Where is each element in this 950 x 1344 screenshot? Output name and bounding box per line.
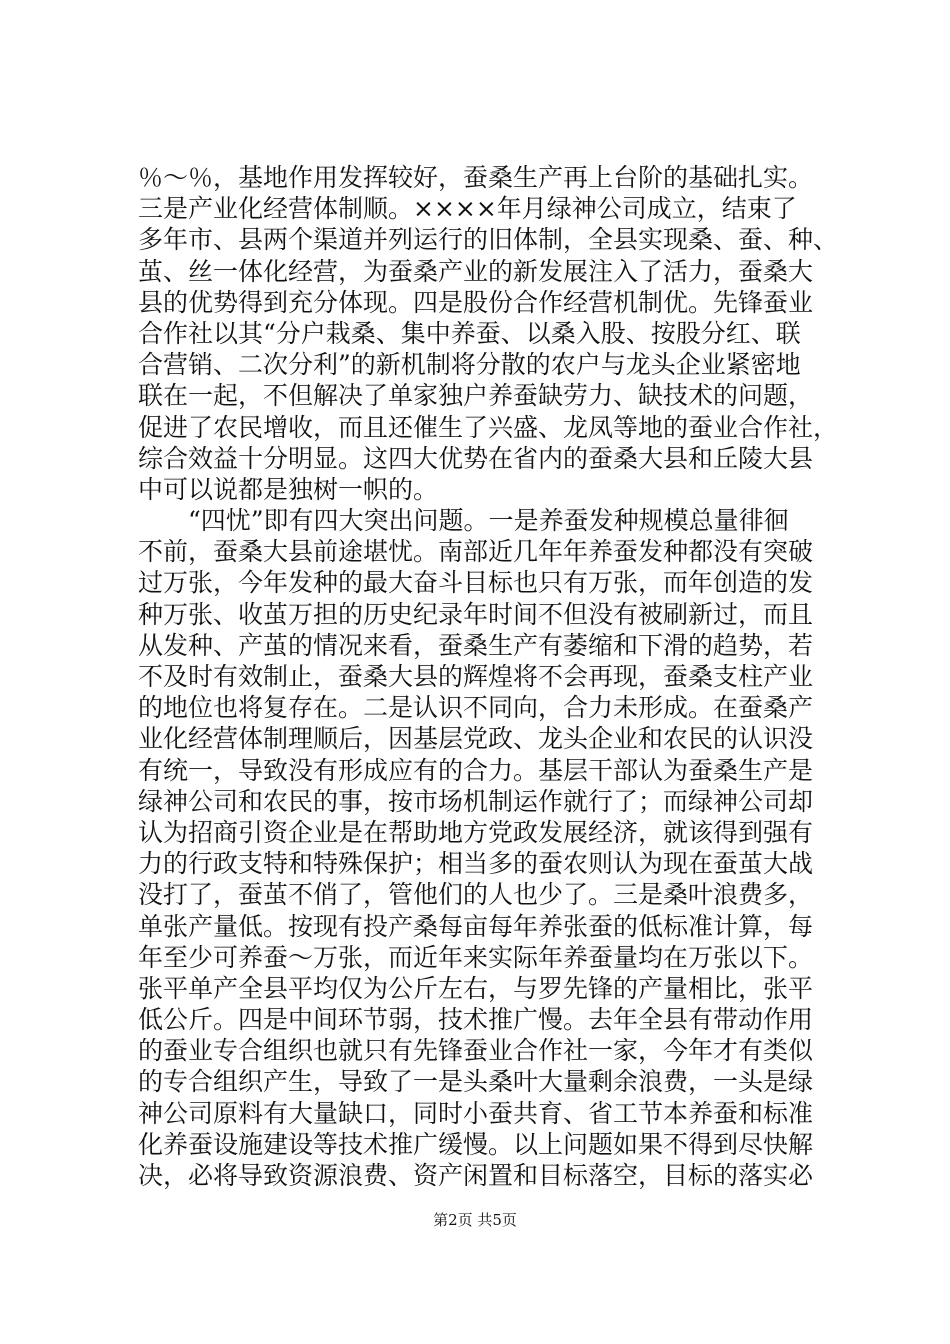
text-line: 的蚕业专合组织也就只有先锋蚕业合作社一家，今年才有类似 (138, 1036, 814, 1066)
text-line: 种万张、收茧万担的历史纪录年时间不但没有被刷新过，而且 (138, 599, 814, 629)
text-line: 认为招商引资企业是在帮助地方党政发展经济，就该得到强有 (138, 817, 814, 847)
text-line: 绿神公司和农民的事，按市场机制运作就行了；而绿神公司却 (138, 786, 814, 816)
text-line: 联在一起，不但解决了单家独户养蚕缺劳力、缺技术的问题， (138, 381, 814, 411)
text-line: 多年市、县两个渠道并列运行的旧体制，全县实现桑、蚕、种、 (138, 225, 839, 255)
text-line: 促进了农民增收，而且还催生了兴盛、龙凤等地的蚕业合作社， (138, 412, 839, 442)
text-line: 县的优势得到充分体现。四是股份合作经营机制优。先锋蚕业 (138, 287, 814, 317)
text-line: 中可以说都是独树一帜的。 (138, 474, 439, 504)
text-line: 茧、丝一体化经营，为蚕桑产业的新发展注入了活力，蚕桑大 (138, 256, 814, 286)
text-line: 综合效益十分明显。这四大优势在省内的蚕桑大县和丘陵大县 (138, 443, 814, 473)
page-number-footer: 第2页 共5页 (433, 1211, 517, 1229)
text-line: 化养蚕设施建设等技术推广缓慢。以上问题如果不得到尽快解 (138, 1129, 814, 1159)
text-line: 合作社以其“分户栽桑、集中养蚕、以桑入股、按股分红、联 (138, 318, 801, 348)
text-line: 从发种、产茧的情况来看，蚕桑生产有萎缩和下滑的趋势，若 (138, 630, 814, 660)
text-line: 业化经营体制理顺后，因基层党政、龙头企业和农民的认识没 (138, 724, 814, 754)
text-line: 张平单产全县平均仅为公斤左右，与罗先锋的产量相比，张平 (138, 973, 814, 1003)
text-line: 三是产业化经营体制顺。××××年月绿神公司成立，结束了 (138, 194, 797, 224)
text-line: 不及时有效制止，蚕桑大县的辉煌将不会再现，蚕桑支柱产业 (138, 662, 814, 691)
text-line: 单张产量低。按现有投产桑每亩每年养张蚕的低标准计算，每 (138, 911, 814, 941)
text-line: 的专合组织产生，导致了一是头桑叶大量剩余浪费，一头是绿 (138, 1067, 814, 1097)
text-line: 过万张，今年发种的最大奋斗目标也只有万张，而年创造的发 (138, 568, 814, 598)
text-line: 力的行政支特和特殊保护；相当多的蚕农则认为现在蚕茧大战 (138, 849, 814, 879)
text-line: 的地位也将复存在。二是认识不同向，合力未形成。在蚕桑产 (138, 693, 814, 723)
text-line: 决，必将导致资源浪费、资产闲置和目标落空，目标的落实必 (138, 1161, 814, 1190)
text-line: 不前，蚕桑大县前途堪忧。南部近几年年养蚕发种都没有突破 (138, 537, 814, 567)
paragraph-start-line: “四忧”即有四大突出问题。一是养蚕发种规模总量徘徊 (188, 506, 789, 536)
body-text (138, 162, 838, 1191)
text-line: 有统一，导致没有形成应有的合力。基层干部认为蚕桑生产是 (138, 755, 814, 785)
text-line: 没打了，蚕茧不俏了，管他们的人也少了。三是桑叶浪费多， (138, 880, 814, 910)
text-line: ％～％，基地作用发挥较好，蚕桑生产再上台阶的基础扎实。 (138, 163, 814, 192)
text-line: 低公斤。四是中间环节弱，技术推广慢。去年全县有带动作用 (138, 1005, 814, 1035)
text-line: 合营销、二次分利”的新机制将分散的农户与龙头企业紧密地 (138, 350, 801, 380)
text-line: 神公司原料有大量缺口，同时小蚕共育、省工节本养蚕和标准 (138, 1098, 814, 1128)
text-line: 年至少可养蚕～万张，而近年来实际年养蚕量均在万张以下。 (138, 942, 814, 972)
